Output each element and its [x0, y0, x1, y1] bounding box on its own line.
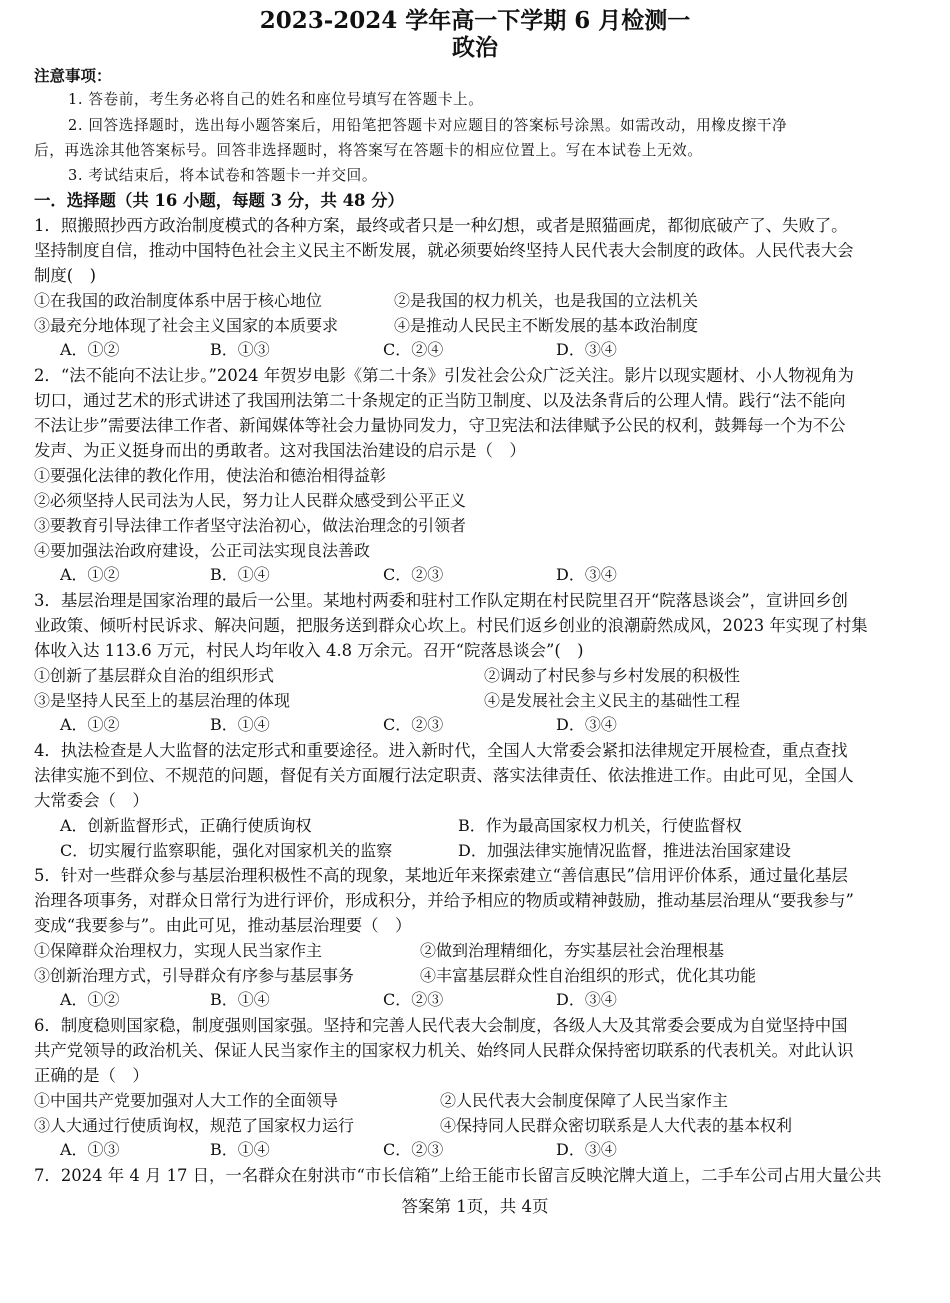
- notice-line: 后，再选涂其他答案标号。回答非选择题时，将答案写在答题卡的相应位置上。写在本试卷上无效。: [34, 142, 703, 159]
- exam-title: 2023-2024 学年高一下学期 6 月检测一: [259, 7, 691, 34]
- question-6-item: ③人大通过行使质询权，规范了国家权力运行: [34, 1116, 355, 1135]
- question-1-option-d[interactable]: D．③④: [556, 340, 617, 359]
- question-2-option-d[interactable]: D．③④: [556, 565, 617, 584]
- question-5-option-c[interactable]: C．②③: [383, 990, 444, 1009]
- question-1-stem: 制度( ): [34, 266, 96, 285]
- question-5-option-d[interactable]: D．③④: [556, 990, 617, 1009]
- question-3-option-c[interactable]: C．②③: [383, 715, 444, 734]
- question-3-option-d[interactable]: D．③④: [556, 715, 617, 734]
- question-3-item: ②调动了村民参与乡村发展的积极性: [484, 666, 741, 685]
- question-2-item: ③要教育引导法律工作者坚守法治初心，做法治理念的引领者: [34, 516, 467, 535]
- question-1-item: ②是我国的权力机关，也是我国的立法机关: [394, 291, 699, 310]
- question-1-option-c[interactable]: C．②④: [383, 340, 444, 359]
- question-2-stem: 2．“法不能向不法让步。”2024 年贺岁电影《第二十条》引发社会公众广泛关注。影片以现实题材、小人物视角为: [34, 366, 854, 385]
- question-3-item: ①创新了基层群众自治的组织形式: [34, 666, 275, 685]
- question-2-stem: 发声、为正义挺身而出的勇敢者。这对我国法治建设的启示是（ ）: [34, 441, 526, 460]
- question-1-option-a[interactable]: A．①②: [60, 340, 120, 359]
- notice-heading: 注意事项：: [34, 66, 112, 85]
- question-4-option-c[interactable]: C．切实履行监察职能，强化对国家机关的监察: [60, 841, 393, 860]
- question-4-stem: 4．执法检查是人大监督的法定形式和重要途径。进入新时代，全国人大常委会紧扣法律规定开展检查，重点查找: [34, 741, 848, 760]
- question-2-option-b[interactable]: B．①④: [210, 565, 270, 584]
- question-6-item: ②人民代表大会制度保障了人民当家作主: [440, 1091, 729, 1110]
- question-3-item: ④是发展社会主义民主的基础性工程: [484, 691, 741, 710]
- question-1-item: ①在我国的政治制度体系中居于核心地位: [34, 291, 323, 310]
- question-3-stem: 体收入达 113.6 万元，村民人均年收入 4.8 万余元。召开“院落恳谈会”( ): [34, 641, 584, 660]
- question-6-item: ①中国共产党要加强对人大工作的全面领导: [34, 1091, 339, 1110]
- question-2-stem: 不法让步”需要法律工作者、新闻媒体等社会力量协同发力，守卫宪法和法律赋予公民的权利，鼓舞每一个为不公: [34, 416, 846, 435]
- question-4-stem: 法律实施不到位、不规范的问题，督促有关方面履行法定职责、落实法律责任、依法推进工作。由此可见，全国人: [34, 766, 854, 785]
- question-5-option-a[interactable]: A．①②: [60, 990, 120, 1009]
- question-6-stem: 正确的是（ ）: [34, 1066, 149, 1085]
- question-1-stem: 1．照搬照抄西方政治制度模式的各种方案，最终或者只是一种幻想，或者是照猫画虎，都彻底破产了、失败了。: [34, 216, 848, 235]
- question-1-stem: 坚持制度自信，推动中国特色社会主义民主不断发展，就必须要始终坚持人民代表大会制度的政体。人民代表大会: [34, 241, 854, 260]
- question-1-option-b[interactable]: B．①③: [210, 340, 270, 359]
- question-6-option-d[interactable]: D．③④: [556, 1140, 617, 1159]
- question-4-option-d[interactable]: D．加强法律实施情况监督，推进法治国家建设: [458, 841, 791, 860]
- question-4-stem: 大常委会（ ）: [34, 791, 149, 810]
- question-2-option-a[interactable]: A．①②: [60, 565, 120, 584]
- question-3-stem: 业政策、倾听村民诉求、解决问题，把服务送到群众心坎上。村民们返乡创业的浪潮蔚然成风，2023 年实现了村集: [34, 616, 868, 635]
- question-4-option-b[interactable]: B．作为最高国家权力机关，行使监督权: [458, 816, 742, 835]
- question-6-stem: 6．制度稳则国家稳，制度强则国家强。坚持和完善人民代表大会制度，各级人大及其常委会要成为自觉坚持中国: [34, 1016, 848, 1035]
- exam-subject: 政治: [452, 34, 498, 61]
- question-3-option-a[interactable]: A．①②: [60, 715, 120, 734]
- question-3-stem: 3．基层治理是国家治理的最后一公里。某地村两委和驻村工作队定期在村民院里召开“院落恳谈会”，宣讲回乡创: [34, 591, 848, 610]
- question-2-stem: 切口，通过艺术的形式讲述了我国刑法第二十条规定的正当防卫制度、以及法条背后的公理人情。践行“法不能向: [34, 391, 846, 410]
- question-5-item: ②做到治理精细化，夯实基层社会治理根基: [420, 941, 725, 960]
- question-5-stem: 变成“我要参与”。由此可见，推动基层治理要（ ）: [34, 916, 412, 935]
- question-5-stem: 治理各项事务，对群众日常行为进行评价，形成积分，并给予相应的物质或精神鼓励，推动基层治理从“要我参与”: [34, 891, 854, 910]
- question-4-option-a[interactable]: A．创新监督形式，正确行使质询权: [60, 816, 312, 835]
- question-5-stem: 5．针对一些群众参与基层治理积极性不高的现象，某地近年来探索建立“善信惠民”信用评价体系，通过量化基层: [34, 866, 848, 885]
- question-2-item: ①要强化法律的教化作用，使法治和德治相得益彰: [34, 466, 387, 485]
- section-heading: 一．选择题（共 16 小题，每题 3 分，共 48 分）: [34, 191, 404, 210]
- question-5-item: ①保障群众治理权力，实现人民当家作主: [34, 941, 323, 960]
- notice-line: 1. 答卷前，考生务必将自己的姓名和座位号填写在答题卡上。: [68, 91, 484, 108]
- page-footer: 答案第 1页，共 4页: [401, 1197, 549, 1216]
- question-7-stem: 7．2024 年 4 月 17 日，一名群众在射洪市“市长信箱”上给王能市长留言反映沱牌大道上，二手车公司占用大量公共: [34, 1166, 882, 1185]
- question-6-option-a[interactable]: A．①③: [60, 1140, 120, 1159]
- question-5-item: ③创新治理方式，引导群众有序参与基层事务: [34, 966, 355, 985]
- question-6-option-c[interactable]: C．②③: [383, 1140, 444, 1159]
- question-3-item: ③是坚持人民至上的基层治理的体现: [34, 691, 291, 710]
- question-6-stem: 共产党领导的政治机关、保证人民当家作主的国家权力机关、始终同人民群众保持密切联系的代表机关。对此认识: [34, 1041, 854, 1060]
- question-3-option-b[interactable]: B．①④: [210, 715, 270, 734]
- question-2-item: ④要加强法治政府建设，公正司法实现良法善政: [34, 541, 371, 560]
- question-1-item: ④是推动人民民主不断发展的基本政治制度: [394, 316, 699, 335]
- question-5-option-b[interactable]: B．①④: [210, 990, 270, 1009]
- question-1-item: ③最充分地体现了社会主义国家的本质要求: [34, 316, 339, 335]
- question-5-item: ④丰富基层群众性自治组织的形式，优化其功能: [420, 966, 757, 985]
- question-6-item: ④保持同人民群众密切联系是人大代表的基本权利: [440, 1116, 793, 1135]
- question-6-option-b[interactable]: B．①④: [210, 1140, 270, 1159]
- question-2-item: ②必须坚持人民司法为人民，努力让人民群众感受到公平正义: [34, 491, 467, 510]
- notice-line: 2. 回答选择题时，选出每小题答案后，用铅笔把答题卡对应题目的答案标号涂黑。如需改动，用橡皮擦干净: [68, 117, 788, 134]
- notice-line: 3. 考试结束后，将本试卷和答题卡一并交回。: [68, 167, 378, 184]
- question-2-option-c[interactable]: C．②③: [383, 565, 444, 584]
